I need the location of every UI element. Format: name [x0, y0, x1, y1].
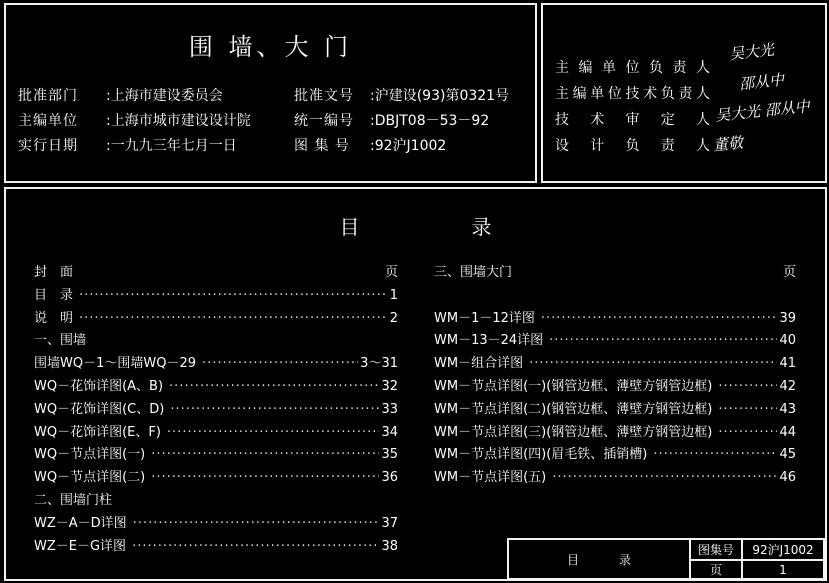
title-block	[507, 538, 825, 580]
toc-entry	[34, 513, 398, 536]
toc-entry-title: WM－节点详图(一)(钢管边框、薄壁方钢管边框)	[434, 378, 713, 394]
unified-number-value: :DBJT08－53－92	[370, 113, 490, 129]
info-row	[18, 135, 447, 155]
toc-entry-title: WZ－A－D详图	[34, 515, 127, 531]
approval-number-value: :沪建设(93)第0321号	[370, 88, 510, 104]
title-block-name	[509, 540, 691, 578]
toc-entry	[434, 467, 796, 490]
title-block-name-text: 目录	[566, 552, 671, 567]
toc-entry-page: 46	[779, 470, 796, 486]
responsible-row	[555, 135, 710, 155]
toc-section-heading	[434, 285, 796, 308]
toc-right-list	[434, 285, 796, 490]
section-heading: 三、围墙大门	[434, 265, 513, 280]
toc-section-heading	[34, 490, 398, 513]
effective-date-value: :一九九三年七月一日	[106, 138, 237, 154]
toc-entry	[34, 399, 398, 422]
toc-left-list	[34, 285, 398, 559]
info-row	[18, 85, 510, 105]
toc-entry-title: 二、围墙门柱	[34, 492, 113, 508]
toc-entry	[434, 444, 796, 467]
leader-dots	[718, 399, 777, 422]
toc-entry-title: 一、围墙	[34, 333, 87, 349]
toc-entry-title: WM－节点详图(二)(钢管边框、薄壁方钢管边框)	[434, 401, 713, 417]
responsible-label: 主编单位技术负责人	[555, 86, 710, 102]
leader-dots	[167, 422, 380, 445]
toc-entry	[34, 536, 398, 559]
toc-entry	[34, 376, 398, 399]
toc-entry-title: WM－组合详图	[434, 356, 524, 372]
editor-unit-value: :上海市城市建设设计院	[106, 113, 251, 129]
leader-dots	[529, 353, 777, 376]
atlas-number-label: 图 集 号	[294, 138, 350, 154]
page-number-cell: 1	[779, 562, 787, 577]
leader-dots	[151, 444, 379, 467]
unified-number-label: 统一编号	[294, 113, 354, 129]
toc-entry-title: WM－13－24详图	[434, 333, 544, 349]
toc-entry-page: 3～31	[360, 356, 398, 372]
toc-entry-page: 39	[779, 310, 796, 326]
toc-entry-page: 35	[381, 447, 398, 463]
toc-entry-page: 43	[779, 401, 796, 417]
responsible-row	[555, 83, 710, 103]
page-key: 页	[691, 561, 743, 578]
responsible-row	[555, 109, 710, 129]
toc-entry-page: 38	[381, 538, 398, 554]
atlas-number-value: :92沪J1002	[370, 138, 447, 154]
toc-entry	[34, 285, 398, 308]
toc-left-column	[34, 262, 398, 558]
atlas-number-cell: 92沪J1002	[743, 540, 823, 561]
leader-dots	[79, 285, 388, 308]
toc-entry-page: 37	[381, 515, 398, 531]
toc-entry-title: WQ－节点详图(一)	[34, 447, 146, 463]
responsible-row	[555, 57, 710, 77]
toc-entry	[34, 353, 398, 376]
toc-entry-page: 32	[381, 378, 398, 394]
leader-dots	[151, 467, 379, 490]
table-of-contents-panel	[4, 187, 827, 581]
toc-section-heading	[34, 330, 398, 353]
info-row	[18, 110, 490, 130]
approval-number-label: 批准文号	[294, 88, 354, 104]
toc-entry-title: WM－节点详图(三)(钢管边框、薄壁方钢管边框)	[434, 424, 713, 440]
effective-date-label: 实行日期	[18, 138, 78, 154]
leader-dots	[718, 376, 777, 399]
toc-entry	[434, 308, 796, 331]
editor-unit-label: 主编单位	[18, 113, 78, 129]
toc-entry	[34, 467, 398, 490]
toc-entry	[34, 308, 398, 331]
responsible-persons-panel	[541, 3, 827, 183]
toc-entry-title: WM－节点详图(五)	[434, 470, 547, 486]
toc-entry-title: WQ－节点详图(二)	[34, 470, 146, 486]
page-column-label: 页	[782, 265, 796, 280]
toc-entry-title: WM－节点详图(四)(眉毛铁、插销槽)	[434, 447, 648, 463]
toc-entry-title: 围墙WQ－1～围墙WQ－29	[34, 356, 196, 372]
leader-dots	[202, 353, 358, 376]
toc-title-char: 录	[471, 215, 492, 239]
leader-dots	[132, 536, 379, 559]
signature: 董敬	[712, 133, 744, 155]
signature: 邵从中	[738, 70, 785, 94]
toc-entry-page: 45	[779, 447, 796, 463]
toc-entry	[34, 444, 398, 467]
toc-title-char: 目	[339, 215, 360, 239]
toc-entry-page: 40	[779, 333, 796, 349]
toc-entry	[434, 399, 796, 422]
toc-title	[6, 211, 825, 240]
atlas-number-key: 图集号	[691, 540, 743, 561]
responsible-label: 设计负责人	[555, 138, 710, 154]
page-column-label: 页	[384, 265, 398, 280]
toc-entry-title: WQ－花饰详图(E、F)	[34, 424, 161, 440]
toc-entry	[434, 330, 796, 353]
toc-right-header	[434, 262, 796, 285]
toc-entry-page: 34	[381, 424, 398, 440]
leader-dots	[653, 444, 777, 467]
toc-entry-page: 33	[381, 401, 398, 417]
toc-entry-page: 2	[389, 310, 398, 326]
toc-entry-title: WQ－花饰详图(A、B)	[34, 378, 164, 394]
toc-entry-page: 42	[779, 378, 796, 394]
toc-entry-title: WQ－花饰详图(C、D)	[34, 401, 165, 417]
toc-entry	[34, 422, 398, 445]
leader-dots	[552, 467, 777, 490]
toc-entry-title: WZ－E－G详图	[34, 538, 127, 554]
toc-entry-title: 说 明	[34, 310, 74, 326]
toc-entry-page: 1	[389, 287, 398, 303]
toc-entry-page: 44	[779, 424, 796, 440]
document-title: 围 墙、大 门	[188, 33, 353, 61]
signature: 吴大光	[728, 40, 775, 64]
toc-entry-title: 目 录	[34, 287, 74, 303]
approval-dept-label: 批准部门	[18, 88, 78, 104]
signature: 吴大光 邵从中	[714, 97, 811, 125]
leader-dots	[79, 308, 388, 331]
approval-dept-value: :上海市建设委员会	[106, 88, 223, 104]
toc-entry	[434, 353, 796, 376]
leader-dots	[169, 376, 379, 399]
responsible-label: 主编单位负责人	[555, 60, 710, 76]
leader-dots	[718, 422, 777, 445]
toc-entry-page: 36	[381, 470, 398, 486]
leader-dots	[133, 513, 380, 536]
leader-dots	[549, 330, 777, 353]
cover-label: 封 面	[34, 265, 74, 280]
header-info-panel	[4, 3, 537, 183]
leader-dots	[541, 308, 778, 331]
toc-entry-title: WM－1－12详图	[434, 310, 535, 326]
toc-entry-page: 41	[779, 356, 796, 372]
toc-left-header	[34, 262, 398, 285]
toc-entry	[434, 422, 796, 445]
toc-entry	[434, 376, 796, 399]
leader-dots	[170, 399, 379, 422]
toc-right-column	[434, 262, 796, 490]
responsible-label: 技术审定人	[555, 112, 710, 128]
